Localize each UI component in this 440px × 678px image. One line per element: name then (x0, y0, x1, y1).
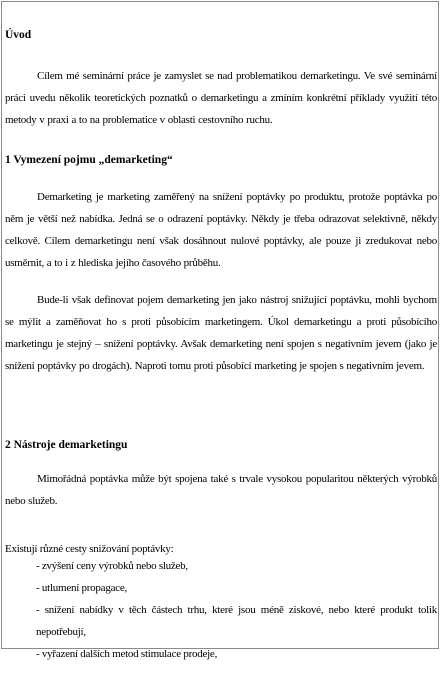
document-page (1, 1, 439, 660)
section-1-paragraph-2: Bude-li však definovat pojem demarketing jen jako nástroj snižující poptávku, mohli bychom se mýlit a zaměňovat ho s proti působícím marketingem. Úkol demarketingu a proti působícího marketingu je stejný – snížení poptávky. Avšak demarketing není spojen s negativním jevem (jako je snížení poptávky po drogách). Naproti tomu proti působící marketing je spojen s negativním jevem. (5, 294, 437, 372)
list-item: - zvýšení ceny výrobků nebo služeb, (36, 560, 188, 572)
intro-paragraph: Cílem mé seminární práce je zamyslet se nad problematikou demarketingu. Ve své seminární práci uvedu několik teoretických poznatků o demarketingu a zmíním konkrétní příklady využití této metody v praxi a to na problematice v oblasti cestovního ruchu. (5, 70, 437, 126)
intro-heading: Úvod (5, 29, 32, 41)
section-1-heading: 1 Vymezení pojmu „demarketing“ (5, 154, 173, 166)
section-1-paragraph-1: Demarketing je marketing zaměřený na snížení poptávky po produktu, protože poptávka po něm je větší než nabídka. Jedná se o odrazení poptávky. Někdy je třeba odrazovat selektivně, někdy celkově. Cílem demarketingu není však dosáhnout nulové poptávky, ale pouze ji zredukovat nebo usměrnit, a to i z hlediska jejího časového průběhu. (5, 191, 437, 269)
section-2-heading: 2 Nástroje demarketingu (5, 439, 128, 451)
list-item: - utlumení propagace, (36, 582, 127, 594)
section-2-list-intro: Existují různé cesty snižování poptávky: (5, 543, 174, 555)
section-2-paragraph-1: Mimořádná poptávka může být spojena také s trvale vysokou popularitou některých výrobků nebo služeb. (5, 473, 437, 507)
list-item: - vyřazení dalších metod stimulace prodeje, (36, 648, 218, 660)
reduction-methods-list (36, 555, 437, 665)
list-item: - snížení nabídky v těch částech trhu, které jsou méně ziskové, nebo které produkt tolik nepotřebují, (36, 604, 437, 638)
